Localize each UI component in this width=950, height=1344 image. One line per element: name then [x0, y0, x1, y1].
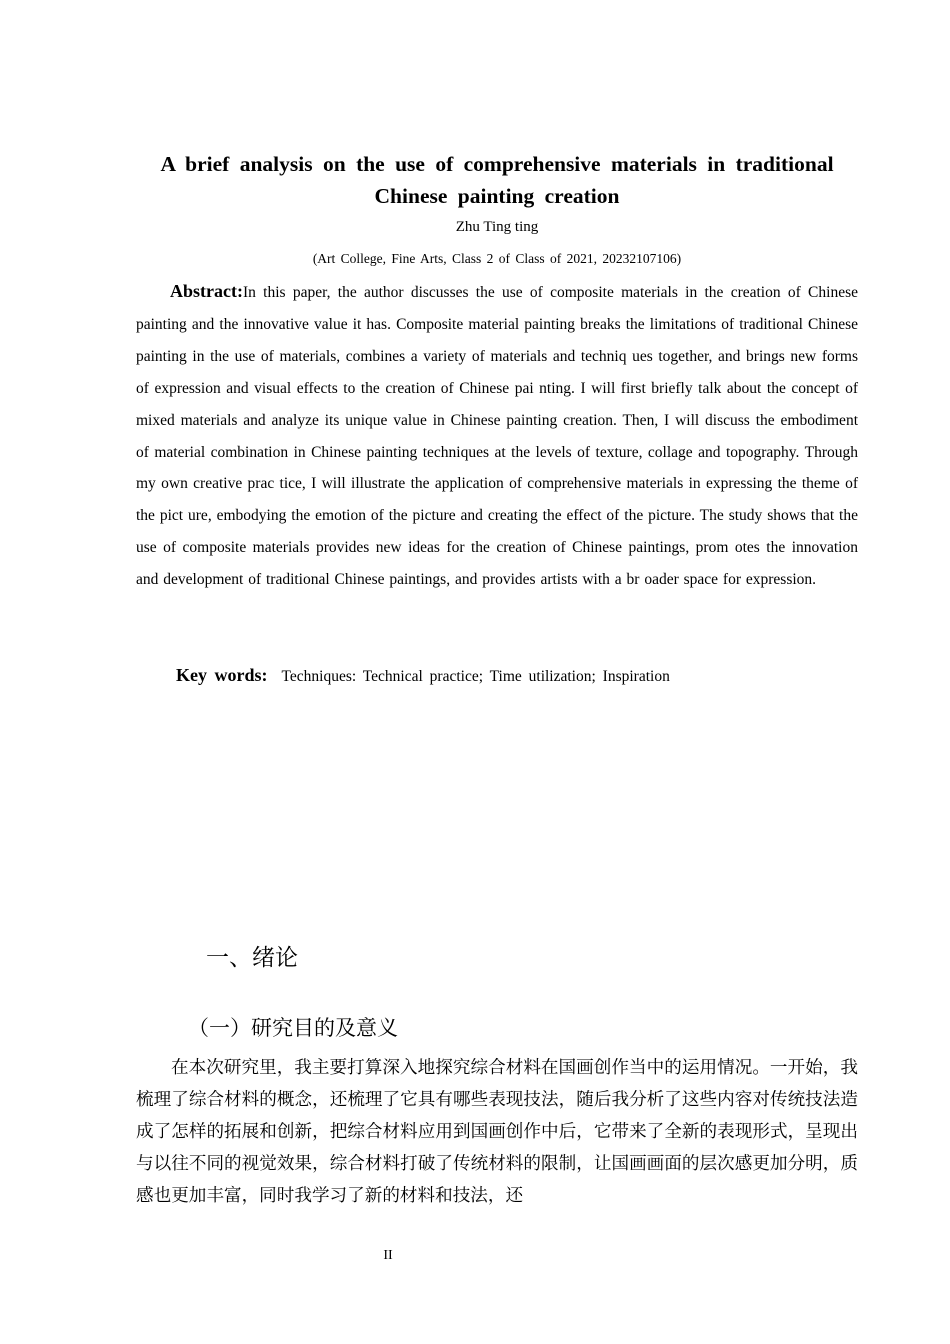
- paper-title: A brief analysis on the use of comprehensive materials in traditional Chinese painting creation: [160, 152, 834, 208]
- subsection-heading: （一）研究目的及意义: [188, 1016, 398, 1040]
- keywords-text: Techniques: Technical practice; Time utilization; Inspiration: [281, 668, 670, 685]
- page-number: II: [383, 1248, 393, 1263]
- section-heading: 一、绪论: [206, 945, 298, 971]
- abstract-text: In this paper, the author discusses the use of composite materials in the creation of Chinese painting and the innovative value it has. Composite material painting breaks the limitations of traditional Chinese painting in the use of materials, combines a variety of materials and techniq ues together, and brings new forms of expression and visual effects to the creation of Chinese pai nting. I will first briefly talk about the concept of mixed materials and analyze its unique value in Chinese painting creation. Then, I will discuss the embodiment of material combination in Chinese painting techniques at the levels of texture, collage and topography. Through my own creative prac tice, I will illustrate the application of comprehensive materials in expressing the theme of the pict ure, embodying the emotion of the picture and creating the effect of the picture. The study shows that the use of composite materials provides new ideas for the creation of Chinese paintings, prom otes the innovation and development of traditional Chinese paintings, and provides artists with a br oader space for expression.: [136, 284, 858, 589]
- abstract-paragraph: [136, 276, 858, 596]
- body-paragraph: 在本次研究里，我主要打算深入地探究综合材料在国画创作当中的运用情况。一开始，我梳理了综合材料的概念，还梳理了它具有哪些表现技法，随后我分析了这些内容对传统技法造成了怎样的拓展和创新，把综合材料应用到国画创作中后，它带来了全新的表现形式，呈现出与以往不同的视觉效果，综合材料打破了传统材料的限制，让国画画面的层次感更加分明，质感也更加丰富，同时我学习了新的材料和技法，还: [136, 1058, 858, 1206]
- author-affiliation: (Art College, Fine Arts, Class 2 of Class of 2021, 20232107106): [312, 251, 682, 266]
- keywords-line: [176, 660, 856, 692]
- abstract-label: Abstract:: [170, 281, 243, 301]
- author-name: Zhu Ting ting: [455, 219, 539, 235]
- keywords-label: Key words:: [176, 665, 268, 685]
